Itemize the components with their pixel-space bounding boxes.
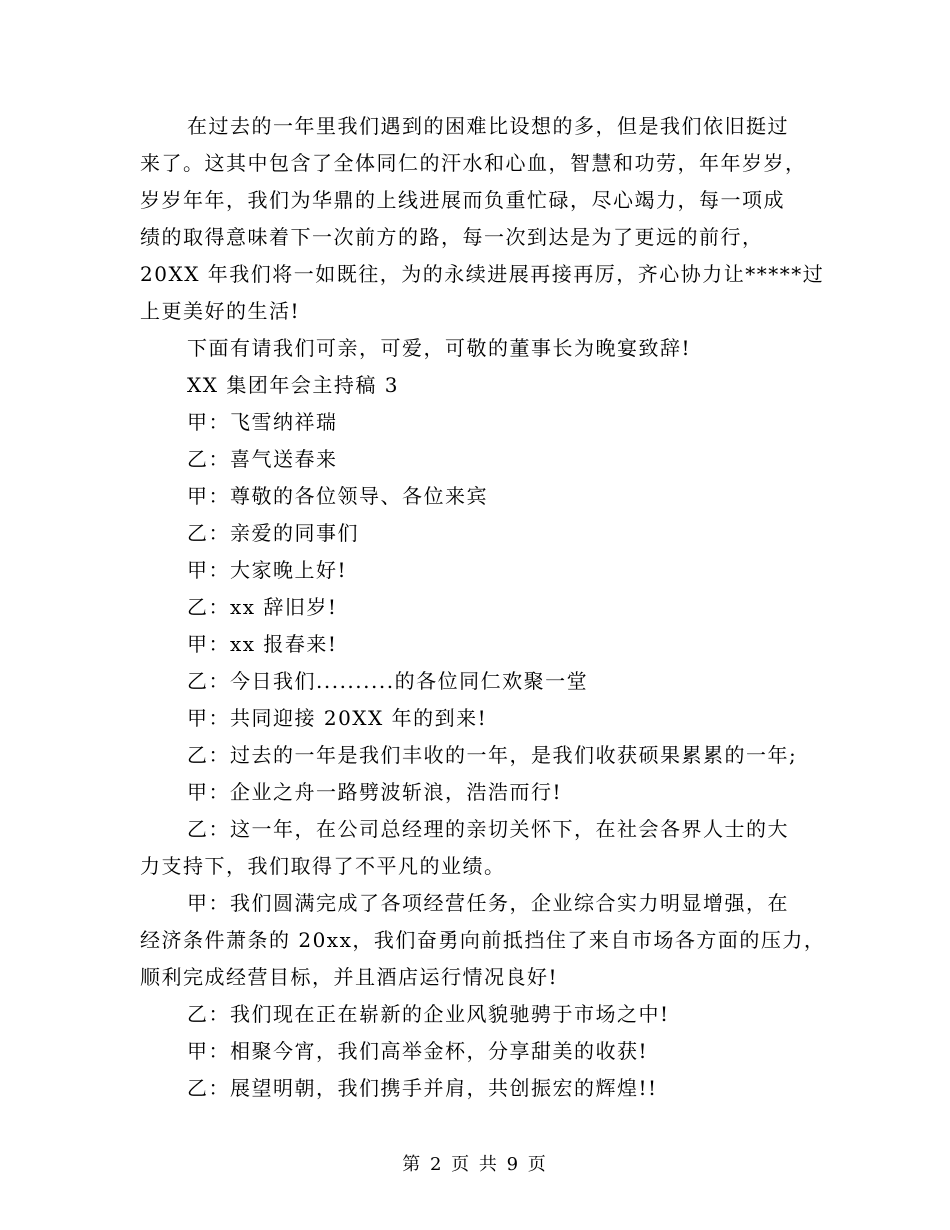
dialogue-line: 甲：共同迎接 20XX 年的到来! [187, 706, 488, 730]
dialogue-line: 力支持下，我们取得了不平凡的业绩。 [140, 854, 506, 878]
dialogue-line: 甲：企业之舟一路劈波斩浪，浩浩而行! [187, 780, 563, 804]
text-line: 下面有请我们可亲，可爱，可敬的董事长为晚宴致辞! [187, 336, 692, 360]
dialogue-line: 乙：过去的一年是我们丰收的一年，是我们收获硕果累累的一年; [187, 743, 798, 767]
dialogue-line: 顺利完成经营目标，并且酒店运行情况良好! [140, 965, 559, 989]
dialogue-line: 乙：我们现在正在崭新的企业风貌驰骋于市场之中! [187, 1002, 670, 1026]
dialogue-line: 甲：尊敬的各位领导、各位来宾 [187, 484, 488, 508]
dialogue-line: 乙：xx 辞旧岁! [187, 595, 338, 619]
text-line: 20XX 年我们将一如既往，为的永续进展再接再厉，齐心协力让*****过 [140, 262, 825, 286]
dialogue-line: 乙：今日我们..........的各位同仁欢聚一堂 [187, 669, 589, 693]
page-number-footer: 第 2 页 共 9 页 [402, 1154, 548, 1175]
dialogue-line: 甲：相聚今宵，我们高举金杯，分享甜美的收获! [187, 1039, 649, 1063]
dialogue-line: 甲：飞雪纳祥瑞 [187, 410, 338, 434]
dialogue-line: 乙：喜气送春来 [187, 447, 338, 471]
dialogue-line: 乙：展望明朝，我们携手并肩，共创振宏的辉煌!! [187, 1076, 658, 1100]
dialogue-line: 甲：大家晚上好! [187, 558, 348, 582]
dialogue-line: 乙：这一年，在公司总经理的亲切关怀下，在社会各界人士的大 [187, 817, 789, 841]
text-line: 来了。这其中包含了全体同仁的汗水和心血，智慧和功劳，年年岁岁， [140, 151, 807, 175]
text-line: 绩的取得意味着下一次前方的路，每一次到达是为了更远的前行， [140, 225, 764, 249]
text-line: 上更美好的生活! [140, 299, 301, 323]
dialogue-line: 甲：我们圆满完成了各项经营任务，企业综合实力明显增强，在 [187, 891, 789, 915]
dialogue-line: 经济条件萧条的 20xx，我们奋勇向前抵挡住了来自市场各方面的压力， [140, 928, 826, 952]
document-body [140, 108, 826, 1107]
section-title: XX 集团年会主持稿 3 [187, 373, 399, 397]
dialogue-line: 甲：xx 报春来! [187, 632, 338, 656]
dialogue-line: 乙：亲爱的同事们 [187, 521, 359, 545]
text-line: 在过去的一年里我们遇到的困难比设想的多，但是我们依旧挺过 [187, 114, 789, 138]
text-line: 岁岁年年，我们为华鼎的上线进展而负重忙碌，尽心竭力，每一项成 [140, 188, 785, 212]
